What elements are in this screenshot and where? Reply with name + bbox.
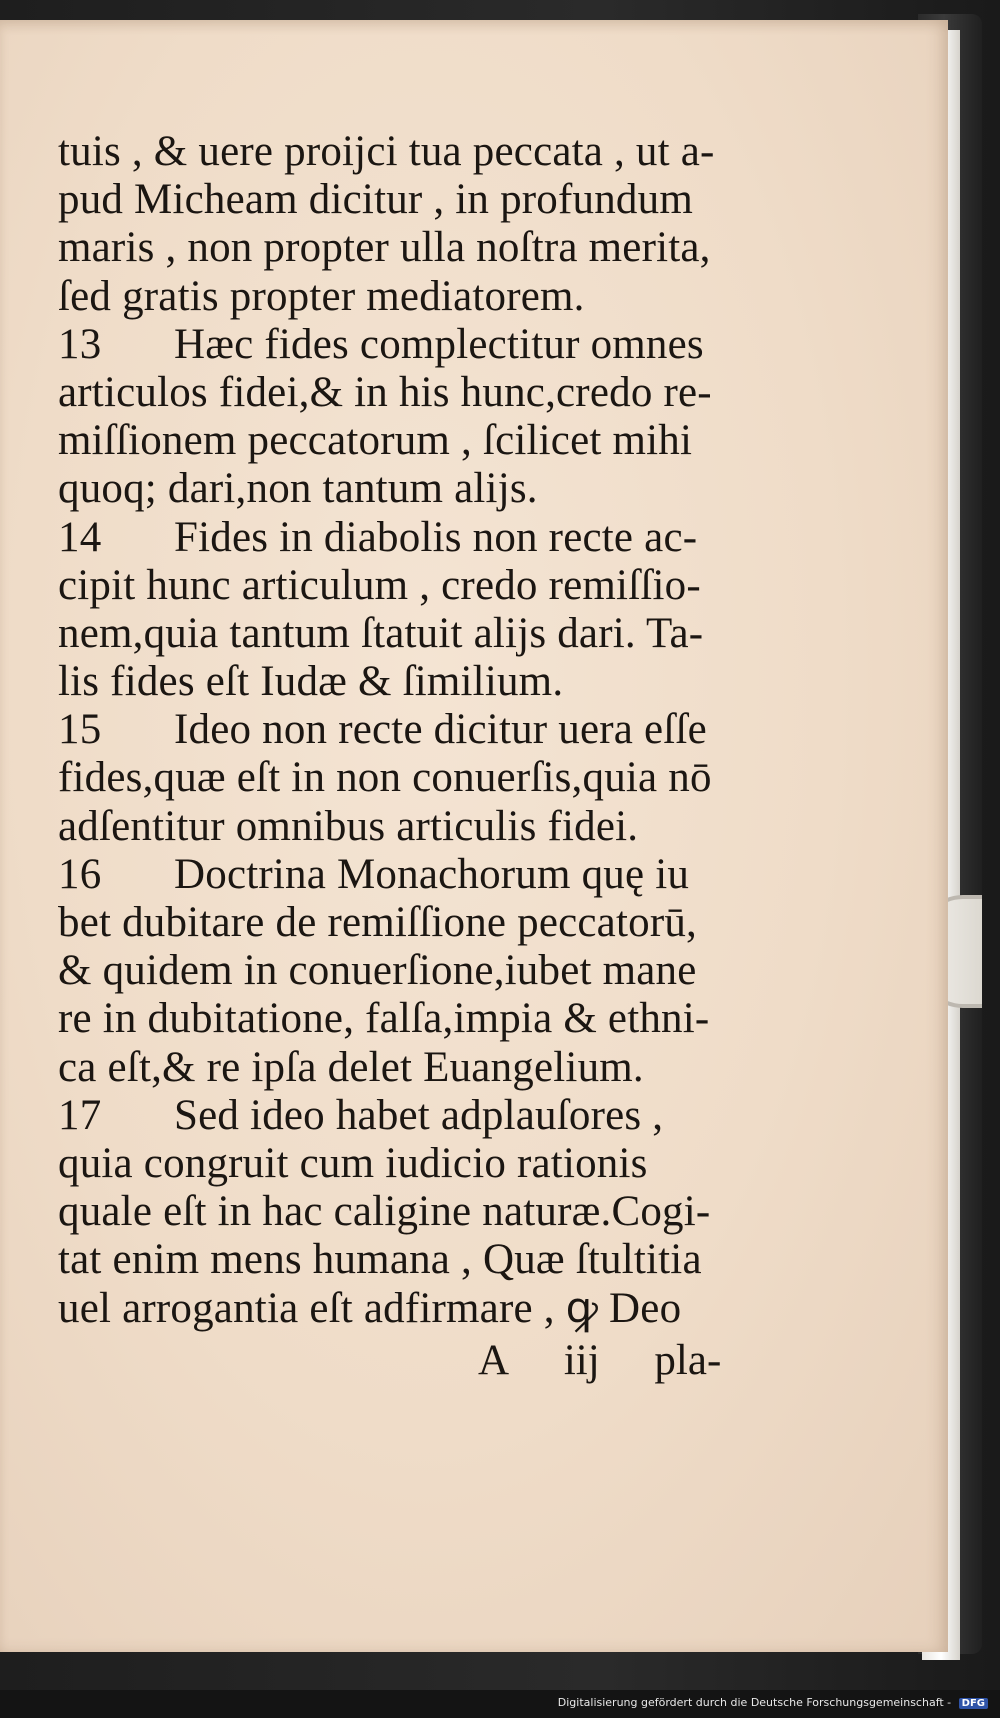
text-line <box>58 176 718 224</box>
line-text: nem,quia tantum ſtatuit alijs dari. Ta- <box>58 609 704 657</box>
thesis-number: 14 <box>58 513 102 561</box>
signature-line <box>478 1336 765 1385</box>
line-text: tat enim mens humana , Quæ ſtultitia <box>58 1236 702 1284</box>
thesis-number: 16 <box>58 850 102 898</box>
line-text: quale eſt in hac caligine naturæ.Cogi- <box>58 1188 711 1236</box>
text-line <box>58 128 718 176</box>
text-line <box>58 1285 718 1333</box>
text-line <box>58 514 718 562</box>
text-line <box>58 610 718 658</box>
text-line <box>58 465 718 513</box>
line-text: pud Micheam dicitur , in profundum <box>58 176 693 224</box>
text-line <box>58 899 718 947</box>
text-line <box>58 1140 718 1188</box>
signature-leaf: iij <box>563 1337 600 1384</box>
text-line <box>58 1188 718 1236</box>
text-line <box>58 1044 718 1092</box>
text-line <box>58 224 718 272</box>
line-text: Sed ideo habet adplauſores , <box>174 1091 664 1139</box>
line-text: maris , non propter ulla noſtra merita, <box>58 224 711 272</box>
line-text: Ideo non recte dicitur uera eſſe <box>174 706 707 754</box>
dfg-logo: DFG <box>959 1698 988 1709</box>
line-text: & quidem in conuerſione,iubet mane <box>58 947 697 995</box>
text-line <box>58 995 718 1043</box>
text-line <box>58 658 718 706</box>
line-text: quia congruit cum iudicio rationis <box>58 1139 648 1187</box>
line-text: Fides in diabolis non recte ac- <box>174 513 698 561</box>
text-line <box>58 369 718 417</box>
line-text: articulos fidei,& in his hunc,credo re- <box>58 368 712 416</box>
text-line <box>58 1236 718 1284</box>
thesis-number: 13 <box>58 320 102 368</box>
text-line <box>58 706 718 754</box>
book-page <box>0 20 948 1652</box>
text-line <box>58 754 718 802</box>
line-text: miſſionem peccatorum , ſcilicet mihi <box>58 417 693 465</box>
line-text: cipit hunc articulum , credo remiſſio- <box>58 561 701 609</box>
text-line <box>58 417 718 465</box>
line-text: adſentitur omnibus articulis fidei. <box>58 802 639 850</box>
text-line <box>58 1092 718 1140</box>
footer-credit <box>0 1696 1000 1714</box>
line-text: Hæc fides complectitur omnes <box>174 320 704 368</box>
line-text: quoq; dari,non tantum alijs. <box>58 465 538 513</box>
text-line <box>58 947 718 995</box>
text-line <box>58 273 718 321</box>
signature-mark: A <box>478 1337 510 1384</box>
thesis-number: 17 <box>58 1091 102 1139</box>
text-line <box>58 851 718 899</box>
line-text: ca eſt,& re ipſa delet Euangelium. <box>58 1043 644 1091</box>
line-text: ſed gratis propter mediatorem. <box>58 272 585 320</box>
text-line <box>58 562 718 610</box>
page-text <box>58 128 718 1333</box>
text-line <box>58 803 718 851</box>
text-line <box>58 321 718 369</box>
catchword: pla- <box>654 1337 722 1384</box>
line-text: tuis , & uere proijci tua peccata , ut a- <box>58 128 715 175</box>
line-text: fides,quæ eſt in non conuerſis,quia nō <box>58 754 712 802</box>
line-text: uel arrogantia eſt adfirmare , ꝙ Deo <box>58 1284 682 1332</box>
line-text: Doctrina Monachorum quę iu <box>174 850 690 898</box>
footer-text: Digitalisierung gefördert durch die Deutsche Forschungsgemeinschaft - <box>557 1696 952 1709</box>
line-text: bet dubitare de remiſſione peccatorū, <box>58 899 697 946</box>
thesis-number: 15 <box>58 706 102 754</box>
line-text: re in dubitatione, falſa,impia & ethni- <box>58 995 710 1043</box>
line-text: lis fides eſt Iudæ & ſimilium. <box>58 658 564 706</box>
